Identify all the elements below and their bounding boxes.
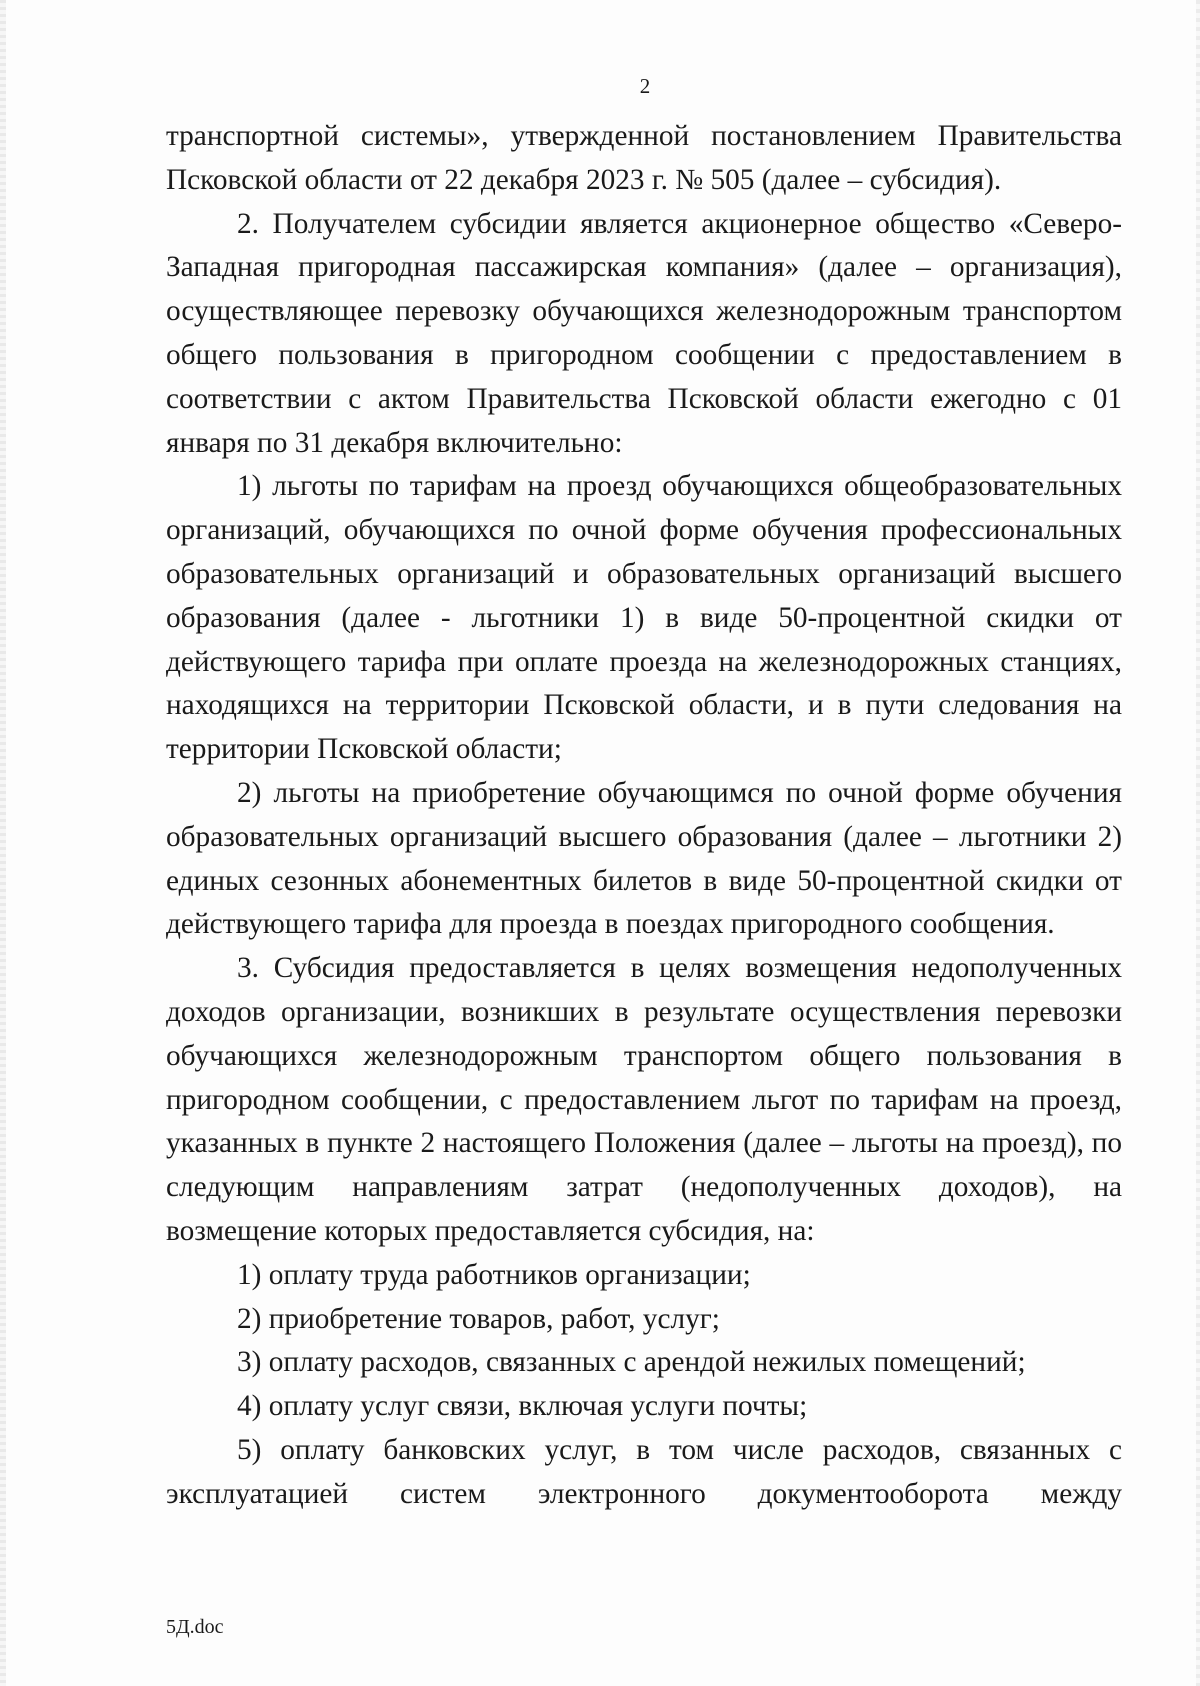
list-item-expense-4: 4) оплату услуг связи, включая услуги почты; [237,1390,808,1423]
paragraph-continuation: транспортной системы», утвержденной постановлением Правительства Псковской области от 22 декабря 2023 г. № 505 (далее – субсидия). [166,120,1122,196]
list-item-expense-3: 3) оплату расходов, связанных с арендой нежилых помещений; [237,1346,1026,1379]
paragraph-subitem-2: 2) льготы на приобретение обучающимся по очной форме обучения образовательных организаций высшего образования (далее – льготники 2) единых сезонных абонементных билетов в виде 50-процентной скидки от действующего тарифа для проезда в поездах пригородного сообщения. [166,776,1122,941]
paragraph-item-2: 2. Получателем субсидии является акционерное общество «Северо-Западная пригородная пассажирская компания» (далее – организация), осуществляющее перевозку обучающихся железнодорожным транспортом общего пользования в пригородном сообщении с предоставлением в соответствии с актом Правительства Псковской области ежегодно с 01 января по 31 декабря включительно: [166,207,1122,459]
list-item-expense-2: 2) приобретение товаров, работ, услуг; [237,1302,720,1335]
footer-file-name: 5Д.doc [166,1616,224,1638]
page-number: 2 [639,74,651,98]
scan-edge-right [1196,0,1200,1686]
paragraph-item-3: 3. Субсидия предоставляется в целях возмещения недополученных доходов организации, возникших в результате осуществления перевозки обучающихся железнодорожным транспортом общего пользования в пригородном сообщении, с предоставлением льгот по тарифам на проезд, указанных в пункте 2 настоящего Положения (далее – льготы на проезд), по следующим направлениям затрат (недополученных доходов), на возмещение которых предоставляется субсидия, на: [166,952,1122,1247]
list-item-expense-1: 1) оплату труда работников организации; [237,1258,751,1291]
scan-edge-left [0,0,6,1686]
paragraph-subitem-1: 1) льготы по тарифам на проезд обучающихся общеобразовательных организаций, обучающихся по очной форме обучения профессиональных образовательных организаций и образовательных организаций высшего образования (далее - льготники 1) в виде 50-процентной скидки от действующего тарифа при оплате проезда на железнодорожных станциях, находящихся на территории Псковской области, и в пути следования на территории Псковской области; [166,470,1122,766]
document-body [166,115,1122,1517]
list-item-expense-5: 5) оплату банковских услуг, в том числе расходов, связанных с эксплуатацией систем электронного документооборота между [166,1433,1122,1510]
